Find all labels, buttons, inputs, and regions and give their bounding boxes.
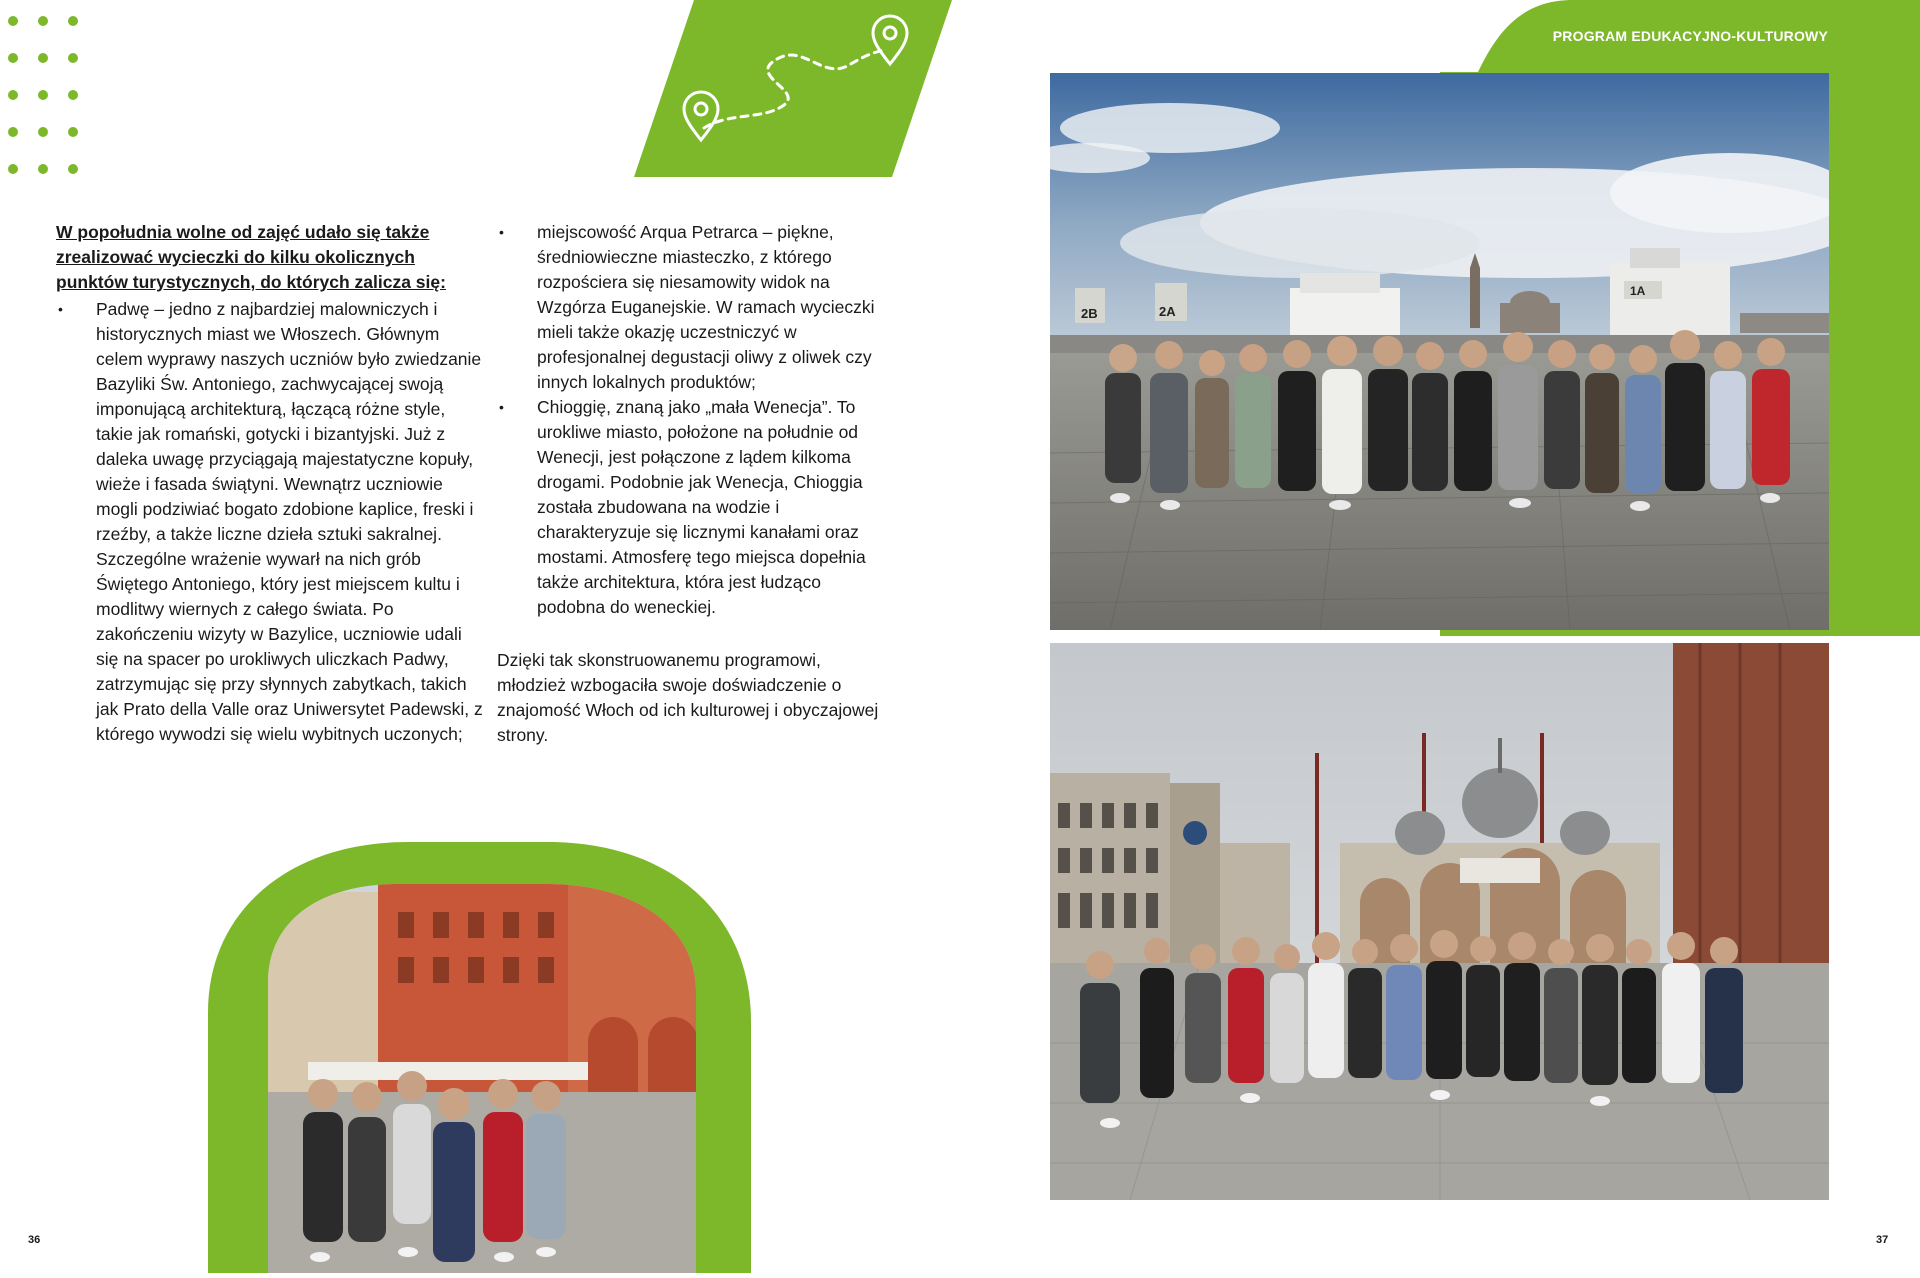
dock-sign-label: 1A [1630, 284, 1646, 298]
left-text-column [56, 220, 486, 747]
framed-group-photo [208, 842, 751, 1273]
group-photo-waterfront [1050, 73, 1829, 630]
attraction-list [56, 297, 486, 747]
attraction-list-continued [497, 220, 887, 620]
page-number-left: 36 [28, 1234, 41, 1246]
list-item: • Chioggię, znaną jako „mała Wenecja”. To urokliwe miasto, położone na południe od Wenecji, jest połączone z lądem kilkoma drogami. Podobnie jak Wenecja, Chioggia została zbudowana na wodzie i charakteryzuje się licznymi kanałami oraz mostami. Atmosferę tego miejsca dopełnia także architektura, która jest łudząco podobna do weneckiej. [497, 395, 887, 620]
section-tab [1478, 0, 1920, 72]
list-item: • Padwę – jedno z najbardziej malowniczych i historycznych miast we Włoszech. Głównym celem wyprawy naszych uczniów było zwiedzanie Bazyliki Św. Antoniego, zachwycającej swoją imponującą architekturą, łączącą różne style, takie jak romański, gotycki i bizantyjski. Już z daleka uwagę przyciągają majestatyczne kopuły, wieże i fasada świątyni. Wewnątrz uczniowie mogli podziwiać bogato zdobione kaplice, freski i rzeźby, a także liczne dzieła sztuki sakralnej. Szczególne wrażenie wywarł na nich grób Świętego Antoniego, który jest miejscem kultu i modlitwy wiernych z całego świata. Po zakończeniu wizyty w Bazylice, uczniowie udali się na spacer po urokliwych uliczkach Padwy, zatrzymując się przy słynnych zabytkach, takich jak Prato della Valle oraz Uniwersytet Padewski, z którego wywodzi się wielu wybitnych uczonych; [56, 297, 486, 747]
dock-sign-label: 2B [1081, 306, 1098, 321]
section-label: PROGRAM EDUKACYJNO-KULTUROWY [1552, 28, 1828, 44]
middle-text-column [497, 220, 887, 766]
route-banner [634, 0, 952, 177]
group-photo-st-marks-square [1050, 643, 1829, 1200]
list-item: • miejscowość Arqua Petrarca – piękne, średniowieczne miasteczko, z którego rozpościera się niesamowity widok na Wzgórza Euganejskie. W ramach wycieczki mieli także okazję uczestniczyć w profesjonalnej degustacji oliwy z oliwek czy innych lokalnych produktów; [497, 220, 887, 395]
intro-paragraph: W popołudnia wolne od zajęć udało się także zrealizować wycieczki do kilku okolicznych punktów turystycznych, do których zalicza się: [56, 222, 446, 292]
page-number-right: 37 [1876, 1234, 1889, 1246]
dock-sign-label: 2A [1159, 304, 1176, 319]
dot-grid-decoration [8, 16, 88, 186]
closing-paragraph: Dzięki tak skonstruowanemu programowi, młodzież wzbogaciła swoje doświadczenie o znajomość Włoch od ich kulturowej i obyczajowej strony. [497, 650, 879, 745]
